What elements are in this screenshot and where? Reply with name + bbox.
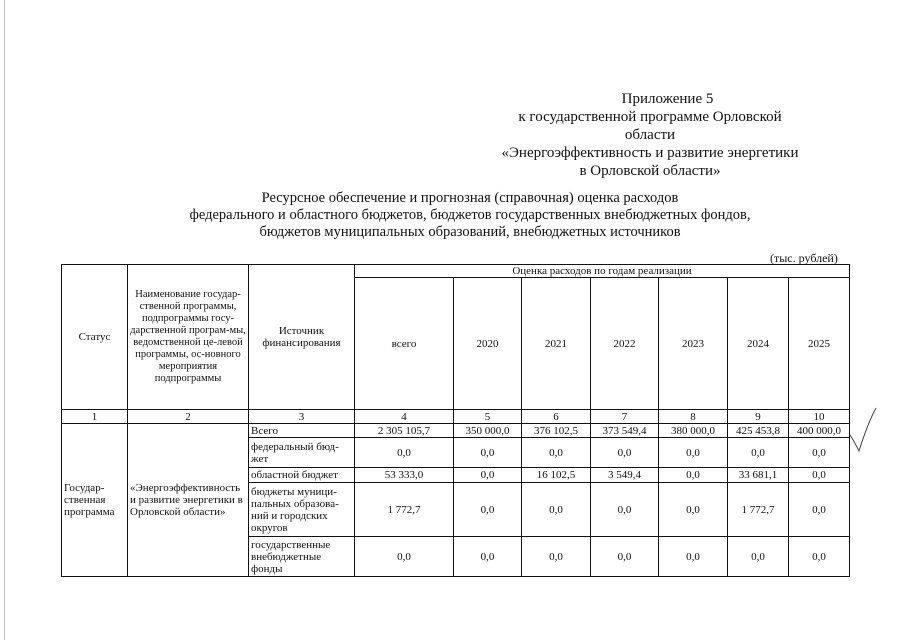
value-cell: 16 102,5 [522,468,591,483]
header-col-2023: 2023 [659,278,728,410]
value-cell: 0,0 [522,483,591,537]
appendix-line-region: в Орловской области» [579,163,721,179]
value-cell: 0,0 [659,483,728,537]
header-estimate: Оценка расходов по годам реализации [355,265,850,278]
value-cell: 0,0 [789,468,850,483]
appendix-line-program-name: «Энергоэффективность и развитие энергетики [501,145,799,161]
value-cell: 0,0 [522,537,591,577]
value-cell: 0,0 [454,537,522,577]
appendix-line-program: к государственной программе Орловской области [518,109,782,143]
value-cell: 0,0 [789,537,850,577]
table-row [62,424,850,438]
header-name: Наименование государ-ственной программы, подпрограммы госу-дарственной програм-мы, ведомственной це-левой программы, ос-новного мероприятия подпрограммы [128,265,249,410]
handwritten-check-mark-icon [848,405,878,455]
header-col-2021: 2021 [522,278,591,410]
value-cell: 1 772,7 [728,483,789,537]
value-cell: 53 333,0 [355,468,454,483]
value-cell: 0,0 [454,438,522,468]
value-cell: 0,0 [454,483,522,537]
value-cell: 376 102,5 [522,424,591,438]
value-cell: 2 305 105,7 [355,424,454,438]
scan-edge-line [4,0,5,640]
value-cell: 0,0 [659,468,728,483]
header-source: Источник финансирования [249,265,355,410]
value-cell: 0,0 [591,537,659,577]
program-name-cell: «Энергоэффективность и развитие энергетики в Орловской области» [128,424,249,577]
value-cell: 350 000,0 [454,424,522,438]
header-status: Статус [62,265,128,410]
value-cell: 1 772,7 [355,483,454,537]
value-cell: 0,0 [728,537,789,577]
document-title [150,190,790,241]
index-cell: 6 [522,410,591,424]
value-cell: 0,0 [591,483,659,537]
header-col-2022: 2022 [591,278,659,410]
index-cell: 7 [591,410,659,424]
value-cell: 0,0 [659,438,728,468]
index-cell: 9 [728,410,789,424]
value-cell: 0,0 [355,537,454,577]
source-cell: Всего [249,424,355,438]
header-col-2020: 2020 [454,278,522,410]
index-cell: 8 [659,410,728,424]
title-line-3: бюджетов муниципальных образований, внебюджетных источников [259,224,681,240]
value-cell: 0,0 [591,438,659,468]
index-cell: 5 [454,410,522,424]
source-cell: бюджеты муници-пальных образова-ний и городских округов [249,483,355,537]
index-row [62,410,850,424]
value-cell: 33 681,1 [728,468,789,483]
title-line-1: Ресурсное обеспечение и прогнозная (справочная) оценка расходов [261,190,679,206]
source-cell: государственные внебюджетные фонды [249,537,355,577]
value-cell: 0,0 [728,438,789,468]
value-cell: 0,0 [789,483,850,537]
title-line-2: федерального и областного бюджетов, бюджетов государственных внебюджетных фондов, [189,207,751,223]
index-cell: 2 [128,410,249,424]
appendix-number: Приложение 5 [621,91,714,107]
source-cell: федеральный бюд-жет [249,438,355,468]
value-cell: 400 000,0 [789,424,850,438]
header-col-total: всего [355,278,454,410]
value-cell: 0,0 [454,468,522,483]
value-cell: 425 453,8 [728,424,789,438]
value-cell: 3 549,4 [591,468,659,483]
resource-table [61,264,850,577]
index-cell: 1 [62,410,128,424]
source-cell: областной бюджет [249,468,355,483]
appendix-header [500,90,800,180]
value-cell: 0,0 [355,438,454,468]
value-cell: 0,0 [522,438,591,468]
index-cell: 3 [249,410,355,424]
unit-label: (тыс. рублей) [770,251,838,265]
value-cell: 0,0 [659,537,728,577]
status-cell: Государ-ственная программа [62,424,128,577]
header-col-2025: 2025 [789,278,850,410]
index-cell: 10 [789,410,850,424]
value-cell: 0,0 [789,438,850,468]
header-col-2024: 2024 [728,278,789,410]
value-cell: 380 000,0 [659,424,728,438]
index-cell: 4 [355,410,454,424]
value-cell: 373 549,4 [591,424,659,438]
